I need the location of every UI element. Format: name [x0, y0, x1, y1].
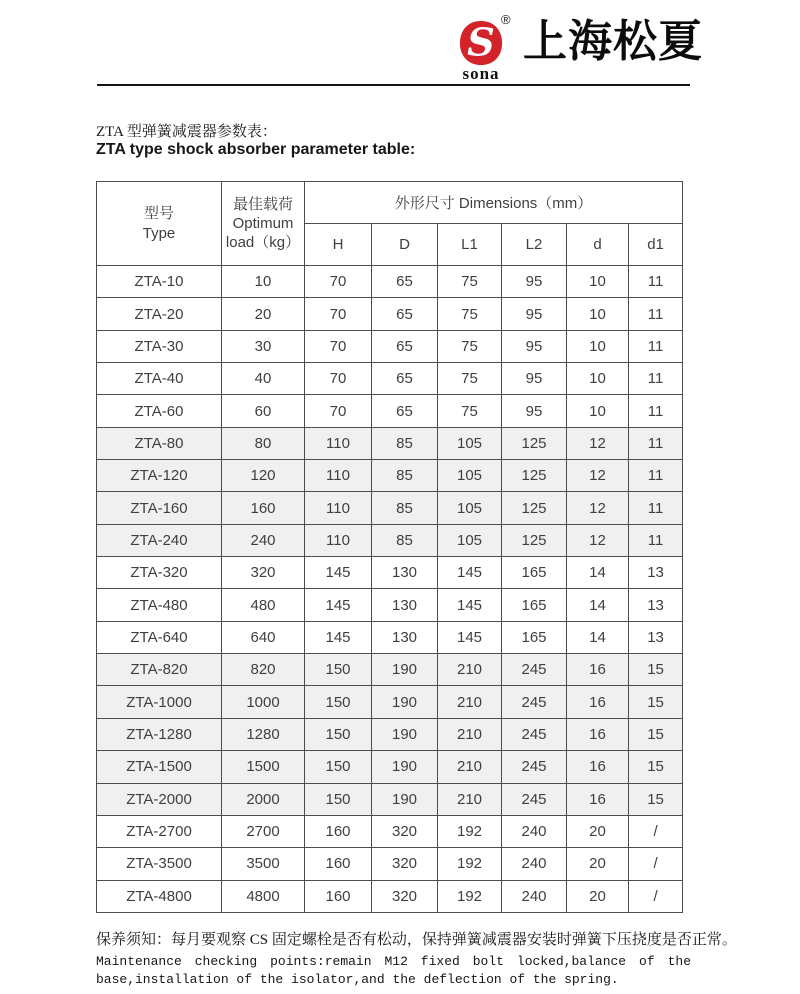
registered-trademark-icon: ® [501, 12, 511, 27]
cell-load: 480 [222, 589, 305, 621]
cell-load: 2700 [222, 815, 305, 847]
header-dim-l2: L2 [502, 224, 567, 266]
cell-l2: 240 [502, 815, 567, 847]
cell-d: 85 [372, 427, 438, 459]
cell-type: ZTA-2700 [97, 815, 222, 847]
cell-l1: 192 [438, 880, 502, 912]
sona-logo [456, 20, 506, 84]
cell-d-small: 16 [567, 654, 629, 686]
cell-d1: 11 [629, 460, 683, 492]
header-type [97, 182, 222, 266]
cell-d1: 11 [629, 427, 683, 459]
cell-l1: 75 [438, 298, 502, 330]
cell-d1: / [629, 880, 683, 912]
cell-d-small: 10 [567, 395, 629, 427]
cell-d1: 15 [629, 783, 683, 815]
cell-d1: 13 [629, 557, 683, 589]
logo-wordmark: sona [462, 64, 500, 83]
cell-l2: 95 [502, 266, 567, 298]
table-row [97, 589, 683, 621]
cell-h: 110 [305, 524, 372, 556]
cell-load: 820 [222, 654, 305, 686]
cell-type: ZTA-1280 [97, 718, 222, 750]
cell-l1: 210 [438, 718, 502, 750]
cell-l1: 192 [438, 848, 502, 880]
cell-d1: 15 [629, 654, 683, 686]
cell-h: 70 [305, 298, 372, 330]
cell-h: 145 [305, 589, 372, 621]
cell-d: 190 [372, 654, 438, 686]
table-title-chinese: ZTA 型弹簧减震器参数表： [96, 124, 277, 140]
cell-type: ZTA-80 [97, 427, 222, 459]
cell-l2: 245 [502, 654, 567, 686]
cell-h: 110 [305, 460, 372, 492]
cell-load: 80 [222, 427, 305, 459]
table-row [97, 654, 683, 686]
cell-d: 190 [372, 686, 438, 718]
cell-d: 65 [372, 330, 438, 362]
table-row [97, 718, 683, 750]
cell-h: 70 [305, 266, 372, 298]
cell-d-small: 10 [567, 298, 629, 330]
cell-type: ZTA-30 [97, 330, 222, 362]
table-row [97, 815, 683, 847]
cell-d-small: 12 [567, 427, 629, 459]
cell-l2: 125 [502, 460, 567, 492]
cell-d: 130 [372, 621, 438, 653]
cell-d1: 11 [629, 395, 683, 427]
cell-l2: 125 [502, 524, 567, 556]
table-body [97, 266, 683, 913]
cell-h: 70 [305, 363, 372, 395]
cell-h: 160 [305, 815, 372, 847]
table-row [97, 686, 683, 718]
cell-l2: 245 [502, 783, 567, 815]
cell-l1: 145 [438, 589, 502, 621]
cell-type: ZTA-820 [97, 654, 222, 686]
cell-d1: 11 [629, 524, 683, 556]
cell-d-small: 14 [567, 557, 629, 589]
cell-h: 160 [305, 880, 372, 912]
cell-d: 130 [372, 589, 438, 621]
table-row [97, 460, 683, 492]
cell-l1: 105 [438, 427, 502, 459]
cell-l2: 245 [502, 686, 567, 718]
cell-l2: 240 [502, 880, 567, 912]
cell-l1: 75 [438, 395, 502, 427]
cell-load: 640 [222, 621, 305, 653]
cell-type: ZTA-640 [97, 621, 222, 653]
table-row [97, 298, 683, 330]
header-dim-d: D [372, 224, 438, 266]
cell-load: 10 [222, 266, 305, 298]
cell-d: 65 [372, 395, 438, 427]
table-row [97, 330, 683, 362]
cell-d-small: 16 [567, 751, 629, 783]
cell-type: ZTA-10 [97, 266, 222, 298]
cell-d-small: 20 [567, 880, 629, 912]
cell-d: 130 [372, 557, 438, 589]
table-row [97, 492, 683, 524]
cell-h: 110 [305, 492, 372, 524]
cell-h: 70 [305, 330, 372, 362]
maintenance-note-english-line2: base,installation of the isolator,and the deflection of the spring. [96, 972, 619, 987]
cell-type: ZTA-4800 [97, 880, 222, 912]
cell-l1: 145 [438, 557, 502, 589]
cell-d1: / [629, 848, 683, 880]
cell-d1: 15 [629, 686, 683, 718]
cell-d-small: 16 [567, 783, 629, 815]
cell-d1: 13 [629, 621, 683, 653]
cell-h: 110 [305, 427, 372, 459]
cell-d1: / [629, 815, 683, 847]
cell-l2: 245 [502, 718, 567, 750]
cell-h: 145 [305, 557, 372, 589]
cell-type: ZTA-2000 [97, 783, 222, 815]
cell-d1: 15 [629, 718, 683, 750]
cell-load: 30 [222, 330, 305, 362]
cell-l2: 95 [502, 330, 567, 362]
maintenance-note-english-line1: Maintenance checking points:remain M12 fixed bolt locked,balance of the [96, 954, 691, 969]
cell-d: 65 [372, 363, 438, 395]
cell-load: 40 [222, 363, 305, 395]
svg-text:S: S [467, 20, 495, 66]
table-row [97, 751, 683, 783]
cell-l1: 75 [438, 266, 502, 298]
header-optimum-load [222, 182, 305, 266]
cell-d: 190 [372, 718, 438, 750]
maintenance-note [96, 930, 737, 989]
cell-d1: 11 [629, 492, 683, 524]
header-type-en: Type [142, 224, 176, 242]
table-row [97, 880, 683, 912]
cell-l1: 192 [438, 815, 502, 847]
header-dimensions: 外形尺寸 Dimensions（mm） [305, 182, 683, 224]
table-row [97, 427, 683, 459]
table-row [97, 848, 683, 880]
cell-d: 85 [372, 492, 438, 524]
cell-d: 320 [372, 815, 438, 847]
cell-type: ZTA-3500 [97, 848, 222, 880]
cell-load: 120 [222, 460, 305, 492]
cell-load: 60 [222, 395, 305, 427]
cell-h: 150 [305, 718, 372, 750]
cell-d: 85 [372, 460, 438, 492]
cell-load: 160 [222, 492, 305, 524]
table-row [97, 557, 683, 589]
header-type-cn: 型号 [143, 204, 174, 222]
cell-type: ZTA-1000 [97, 686, 222, 718]
cell-load: 240 [222, 524, 305, 556]
cell-load: 20 [222, 298, 305, 330]
table-header [97, 182, 683, 266]
cell-h: 150 [305, 654, 372, 686]
header-load-en-1: Optimum [232, 215, 294, 232]
cell-type: ZTA-40 [97, 363, 222, 395]
cell-type: ZTA-160 [97, 492, 222, 524]
cell-l2: 165 [502, 557, 567, 589]
cell-d-small: 10 [567, 363, 629, 395]
cell-d: 65 [372, 266, 438, 298]
cell-d-small: 12 [567, 492, 629, 524]
cell-d: 320 [372, 848, 438, 880]
cell-h: 145 [305, 621, 372, 653]
cell-d-small: 12 [567, 460, 629, 492]
cell-d: 85 [372, 524, 438, 556]
cell-d-small: 16 [567, 686, 629, 718]
cell-l1: 105 [438, 492, 502, 524]
cell-d1: 13 [629, 589, 683, 621]
cell-load: 1500 [222, 751, 305, 783]
cell-d-small: 16 [567, 718, 629, 750]
cell-load: 2000 [222, 783, 305, 815]
cell-type: ZTA-60 [97, 395, 222, 427]
cell-d: 65 [372, 298, 438, 330]
cell-type: ZTA-20 [97, 298, 222, 330]
cell-load: 1000 [222, 686, 305, 718]
cell-l1: 210 [438, 751, 502, 783]
parameter-table [96, 181, 683, 913]
sona-s-icon [458, 20, 504, 66]
cell-d1: 11 [629, 266, 683, 298]
cell-d-small: 10 [567, 266, 629, 298]
cell-l1: 105 [438, 460, 502, 492]
cell-d-small: 14 [567, 621, 629, 653]
cell-load: 3500 [222, 848, 305, 880]
cell-d1: 11 [629, 363, 683, 395]
header-dim-d1: d1 [629, 224, 683, 266]
cell-h: 160 [305, 848, 372, 880]
cell-type: ZTA-120 [97, 460, 222, 492]
cell-type: ZTA-1500 [97, 751, 222, 783]
table-row [97, 621, 683, 653]
cell-type: ZTA-240 [97, 524, 222, 556]
cell-d-small: 20 [567, 815, 629, 847]
cell-h: 150 [305, 686, 372, 718]
cell-l2: 165 [502, 589, 567, 621]
table-row [97, 266, 683, 298]
cell-l2: 240 [502, 848, 567, 880]
header-load-cn: 最佳载荷 [232, 196, 293, 213]
company-name: 上海松夏 [523, 17, 703, 66]
cell-load: 320 [222, 557, 305, 589]
cell-l2: 165 [502, 621, 567, 653]
cell-l1: 210 [438, 783, 502, 815]
cell-load: 4800 [222, 880, 305, 912]
cell-l1: 210 [438, 686, 502, 718]
cell-l2: 125 [502, 427, 567, 459]
cell-h: 150 [305, 783, 372, 815]
cell-h: 70 [305, 395, 372, 427]
cell-d-small: 20 [567, 848, 629, 880]
table-row [97, 395, 683, 427]
cell-h: 150 [305, 751, 372, 783]
cell-d: 190 [372, 751, 438, 783]
table-row [97, 363, 683, 395]
cell-d-small: 12 [567, 524, 629, 556]
cell-d1: 15 [629, 751, 683, 783]
header-load-en-2: load（kg） [225, 234, 301, 251]
table-row [97, 783, 683, 815]
cell-d-small: 10 [567, 330, 629, 362]
cell-d1: 11 [629, 330, 683, 362]
cell-d1: 11 [629, 298, 683, 330]
cell-l2: 245 [502, 751, 567, 783]
header-dim-h: H [305, 224, 372, 266]
table-header-row-1 [97, 182, 683, 224]
cell-l1: 105 [438, 524, 502, 556]
cell-l1: 75 [438, 363, 502, 395]
cell-l2: 95 [502, 363, 567, 395]
cell-l2: 95 [502, 395, 567, 427]
header-divider [97, 84, 690, 86]
header-dim-l1: L1 [438, 224, 502, 266]
header-dim-d-small: d [567, 224, 629, 266]
maintenance-note-chinese: 保养须知：每月要观察 CS 固定螺栓是否有松动，保持弹簧减震器安装时弹簧下压挠度是否正常。 [96, 932, 737, 948]
cell-l2: 125 [502, 492, 567, 524]
cell-d-small: 14 [567, 589, 629, 621]
cell-l1: 145 [438, 621, 502, 653]
cell-l1: 75 [438, 330, 502, 362]
cell-d: 320 [372, 880, 438, 912]
table-title-english: ZTA type shock absorber parameter table: [96, 141, 416, 158]
cell-load: 1280 [222, 718, 305, 750]
cell-l1: 210 [438, 654, 502, 686]
cell-type: ZTA-480 [97, 589, 222, 621]
table-row [97, 524, 683, 556]
cell-d: 190 [372, 783, 438, 815]
cell-l2: 95 [502, 298, 567, 330]
cell-type: ZTA-320 [97, 557, 222, 589]
